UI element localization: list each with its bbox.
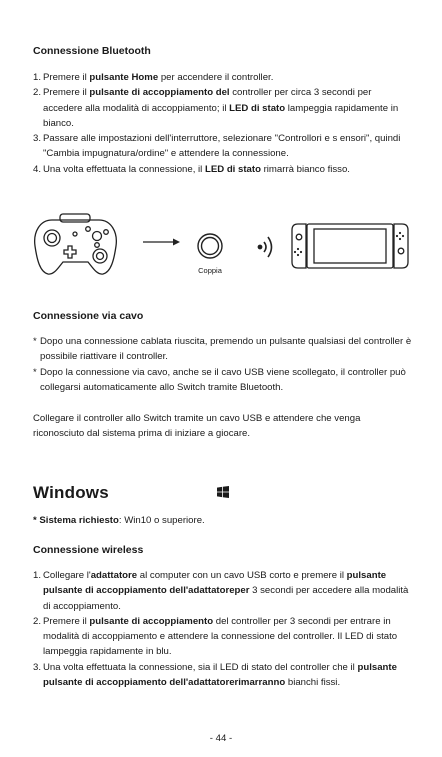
list-item: 3. Una volta effettuata la connessione, sia il LED di stato del controller che il pulsante pulsante di accoppiamento dell'adattatorerimarranno bianchi fissi.: [33, 661, 397, 689]
list-item: 4. Una volta effettuata la connessione, il LED di stato rimarrà bianco fisso.: [33, 163, 350, 175]
cable-heading: Connessione via cavo: [33, 310, 144, 322]
windows-logo-icon: [217, 486, 229, 498]
cable-paragraph: Collegare il controller allo Switch tramite un cavo USB e attendere che venga riconosciuto dal sistema prima di iniziare a giocare.: [33, 413, 361, 440]
wireless-signal-icon: [258, 237, 271, 257]
list-item: 2. Premere il pulsante di accoppiamento del controller per circa 3 secondi per accedere alla modalità di accoppiamento; il LED di stato lampeggia rapidamente in bianco.: [33, 87, 399, 129]
cable-notes: [33, 334, 413, 395]
cable-note: * Dopo la connessione via cavo, anche se il cavo USB viene scollegato, il controller può collegarsi automaticamente allo Switch tramite Bluetooth.: [33, 366, 406, 393]
pair-label: Coppia: [198, 266, 222, 275]
wireless-heading: Connessione wireless: [33, 544, 144, 556]
gamecube-controller-icon: [35, 214, 117, 274]
list-item: 1. Collegare l'adattatore al computer con un cavo USB corto e premere il pulsante pulsante di accoppiamento dell'adattatoreper 3 secondi per accedere alla modalità di accoppiamento.: [33, 570, 409, 612]
page-number: - 44 -: [209, 733, 233, 744]
wireless-steps: [33, 568, 413, 690]
list-item: 1. Premere il pulsante Home per accendere il controller.: [33, 72, 274, 83]
arrow-right-icon: [143, 239, 180, 246]
list-item: 3. Passare alle impostazioni dell'interruttore, selezionare "Controllori e s ensori", quindi "Cambia impugnatura/ordine" e attendere la connessione.: [33, 133, 401, 160]
system-requirements: * Sistema richiesto: Win10 o superiore.: [33, 515, 205, 526]
bluetooth-heading: Connessione Bluetooth: [33, 45, 151, 57]
pair-button-icon: [198, 234, 222, 258]
list-item: 2. Premere il pulsante di accoppiamento del controller per 3 secondi per entrare in modalità di accoppiamento e attendere la connessione del controller. Il LED di stato lampeggia rapidamente in blu.: [33, 615, 398, 658]
bluetooth-steps: [33, 70, 413, 177]
nintendo-switch-icon: [292, 224, 408, 268]
windows-heading: Windows: [33, 483, 109, 502]
cable-note: * Dopo una connessione cablata riuscita, premendo un pulsante qualsiasi del controller è possibile riattivare il controller.: [33, 336, 412, 363]
